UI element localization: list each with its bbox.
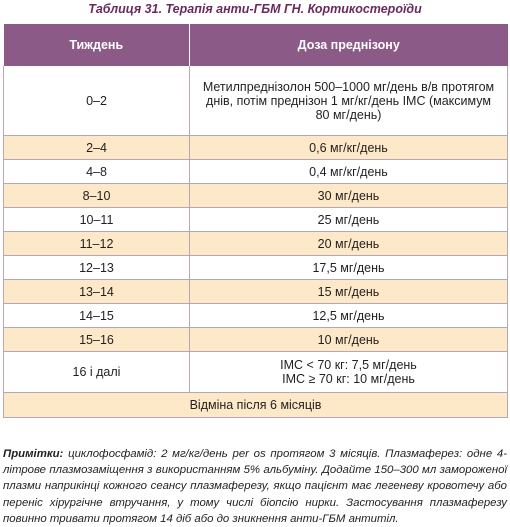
- notes-label: Примітки:: [3, 448, 64, 460]
- table-row: [4, 304, 508, 328]
- table-row: [4, 280, 508, 304]
- cell-dose: 15 мг/день: [190, 280, 508, 304]
- table-row-final: [4, 393, 508, 418]
- table-row: [4, 328, 508, 352]
- table-row: [4, 352, 508, 393]
- prednisone-dose-table: [3, 24, 508, 418]
- cell-dose: 0,4 мг/кг/день: [190, 160, 508, 184]
- cell-dose: 25 мг/день: [190, 208, 508, 232]
- table-caption: Таблиця 31. Терапія анти-ГБМ ГН. Кортикостероїди: [88, 2, 422, 16]
- table-row: [4, 232, 508, 256]
- cell-week: 13–14: [4, 280, 190, 304]
- cell-dose: 10 мг/день: [190, 328, 508, 352]
- table-row: [4, 66, 508, 136]
- cell-dose: 0,6 мг/кг/день: [190, 136, 508, 160]
- table-notes: [3, 446, 507, 527]
- cell-dose: 30 мг/день: [190, 184, 508, 208]
- table-header-row: [4, 24, 508, 66]
- cell-dose: 20 мг/день: [190, 232, 508, 256]
- cell-week: 0–2: [4, 66, 190, 136]
- cell-week: 4–8: [4, 160, 190, 184]
- cell-dose: 12,5 мг/день: [190, 304, 508, 328]
- header-week: Тиждень: [4, 24, 190, 66]
- cell-dose: ІМС < 70 кг: 7,5 мг/день ІМС ≥ 70 кг: 10 мг/день: [190, 352, 508, 393]
- cell-dose: Метилпреднізолон 500–1000 мг/день в/в протягом днів, потім преднізон 1 мг/кг/день ІМС (максимум 80 мг/день): [190, 66, 508, 136]
- cell-week: 10–11: [4, 208, 190, 232]
- cell-week: 8–10: [4, 184, 190, 208]
- cell-dose: 17,5 мг/день: [190, 256, 508, 280]
- table-row: [4, 160, 508, 184]
- header-dose: Доза преднізону: [190, 24, 508, 66]
- table-row: [4, 136, 508, 160]
- notes-text: циклофосфамід: 2 мг/кг/день per os протягом 3 місяців. Плазмаферез: одне 4-літрове плазмозаміщення з використанням 5% альбуміну. Додайте 150–300 мл замороженої плазми наприкінці кожного сеансу плазмаферезу, якщо пацієнт має легеневу кровотечу або переніс хірургічне втручання, у тому числі біопсію нирки. Застосування плазмаферезу повинно тривати протягом 14 діб або до зникнення анти-ГБМ антитіл.: [3, 448, 507, 525]
- cell-week: 15–16: [4, 328, 190, 352]
- table-row: [4, 184, 508, 208]
- cell-week: 2–4: [4, 136, 190, 160]
- table-row: [4, 256, 508, 280]
- cell-withdrawal: Відміна після 6 місяців: [4, 393, 508, 418]
- cell-week: 11–12: [4, 232, 190, 256]
- cell-week: 12–13: [4, 256, 190, 280]
- cell-week: 14–15: [4, 304, 190, 328]
- cell-week: 16 і далі: [4, 352, 190, 393]
- table-row: [4, 208, 508, 232]
